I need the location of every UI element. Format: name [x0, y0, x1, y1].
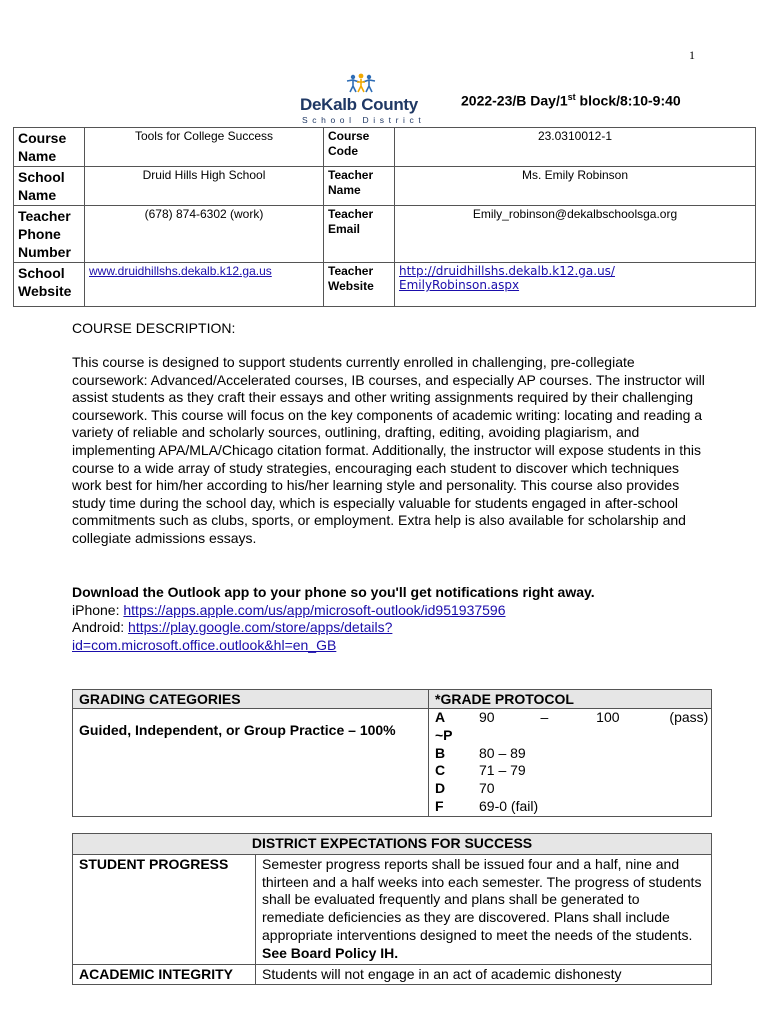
android-link-line2: id=com.microsoft.office.outlook&hl=en_GB [72, 636, 337, 653]
grade-range: 69-0 (fail) [479, 797, 539, 814]
course-description-title: COURSE DESCRIPTION: [72, 320, 236, 336]
school-website-label: School Website [14, 263, 85, 307]
grade-range [479, 727, 711, 745]
teacher-website-link[interactable] [399, 264, 615, 292]
course-code-value: 23.0310012-1 [395, 128, 756, 167]
grade-row-d [435, 780, 711, 798]
android-label: Android: [72, 619, 129, 636]
grade-letter: F [435, 797, 444, 814]
grade-protocol-list [435, 709, 711, 816]
grade-a-low: 90 [479, 709, 495, 725]
grade-range: 71 – 79 [479, 762, 526, 779]
grade-letter: A [435, 709, 446, 725]
grade-range [479, 709, 711, 727]
teacher-email-value: Emily_robinson@dekalbschoolsga.org [395, 206, 756, 263]
grading-categories-header: GRADING CATEGORIES [73, 690, 429, 709]
grade-row-c [435, 762, 711, 780]
grading-table [72, 689, 712, 817]
course-name-value: Tools for College Success [85, 128, 324, 167]
grade-range: 80 – 89 [479, 744, 526, 761]
iphone-link[interactable]: https://apps.apple.com/us/app/microsoft-outlook/id951937596 [123, 601, 506, 618]
school-name-label: School Name [14, 167, 85, 206]
logo-subtitle: School District [302, 115, 426, 125]
grade-a-high: 100 [596, 709, 620, 725]
teacher-email-label: Teacher Email [324, 206, 395, 263]
schedule-year: 2022-23/B Day/1 [461, 92, 568, 109]
grading-category: Guided, Independent, or Group Practice – 100% [73, 709, 429, 817]
teacher-name-label: Teacher Name [324, 167, 395, 206]
school-name-value: Druid Hills High School [85, 167, 324, 206]
grade-a-dash: – [540, 709, 549, 725]
teacher-phone-label: Teacher Phone Number [14, 206, 85, 263]
outlook-heading: Download the Outlook app to your phone so you'll get notifications right away. [72, 584, 595, 600]
grade-row-b [435, 745, 711, 763]
logo-name: DeKalb County [300, 95, 418, 114]
grade-letter: B [435, 744, 446, 761]
academic-integrity-text: Students will not engage in an act of academic dishonesty [256, 964, 712, 985]
student-progress-text [256, 854, 712, 964]
teacher-website-line2: EmilyRobinson.aspx [399, 278, 520, 292]
page-number: 1 [689, 48, 695, 62]
student-progress-label: STUDENT PROGRESS [73, 854, 256, 964]
academic-integrity-label: ACADEMIC INTEGRITY [73, 964, 256, 985]
grade-row-p [435, 727, 711, 745]
people-logo-icon [344, 73, 378, 93]
schedule-block: block/8:10-9:40 [575, 92, 681, 109]
grade-protocol-header: *GRADE PROTOCOL [429, 690, 712, 709]
course-code-label: Course Code [324, 128, 395, 167]
course-info-table [13, 127, 756, 307]
table-row [73, 854, 712, 964]
iphone-label: iPhone: [72, 601, 124, 618]
schedule-header [461, 92, 681, 109]
teacher-phone-value: (678) 874-6302 (work) [85, 206, 324, 263]
table-row [73, 964, 712, 985]
course-name-label: Course Name [14, 128, 85, 167]
grade-letter: ~P [435, 726, 453, 743]
student-progress-body: Semester progress reports shall be issued four and a half, nine and thirteen and a half weeks into each semester. The progress of students shall be evaluated frequently and plans shall be generated to remediate deficiencies as they are discovered. Plans shall include appropriate interventions designed to meet the needs of the students. [262, 855, 702, 943]
grade-a-note: (pass) [669, 709, 709, 725]
outlook-section [72, 584, 712, 654]
grade-range: 70 [479, 780, 495, 797]
district-expectations-header: DISTRICT EXPECTATIONS FOR SUCCESS [73, 834, 712, 855]
district-expectations-table [72, 833, 712, 985]
board-policy-reference: See Board Policy IH. [262, 944, 399, 961]
teacher-website-line1: http://druidhillshs.dekalb.k12.ga.us/ [399, 264, 615, 278]
schedule-ordinal: st [567, 92, 576, 102]
school-website-link[interactable]: www.druidhillshs.dekalb.k12.ga.us [89, 264, 272, 278]
grade-letter: C [435, 762, 446, 779]
district-logo [300, 73, 426, 127]
android-link-line1: https://play.google.com/store/apps/details? [128, 619, 393, 636]
course-description-text: This course is designed to support students currently enrolled in challenging, pre-collegiate coursework: Advanced/Accelerated courses, IB courses, and especially AP courses. The instructor will assist students as they craft their essays and other writing assignments required by their challenging coursework. This course will focus on the key components of academic writing: locating and reading a variety of reliable and scholarly sources, outlining, drafting, editing, avoiding plagiarism, and implementing APA/MLA/Chicago citation format. Additionally, the instructor will expose students in this course to a wide array of study strategies, encouraging each student to discover which techniques work best for him/her according to his/her learning style and personality. This course also provides study time during the school day, which is especially valuable for students engaged in after-school commitments such as clubs, sports, or employment. Extra help is also available for scholarship and collegiate admissions essays. [72, 354, 705, 546]
teacher-website-label: Teacher Website [324, 263, 395, 307]
teacher-name-value: Ms. Emily Robinson [395, 167, 756, 206]
grade-letter: D [435, 780, 446, 797]
grade-row-a [435, 709, 711, 727]
grade-row-f [435, 798, 711, 816]
